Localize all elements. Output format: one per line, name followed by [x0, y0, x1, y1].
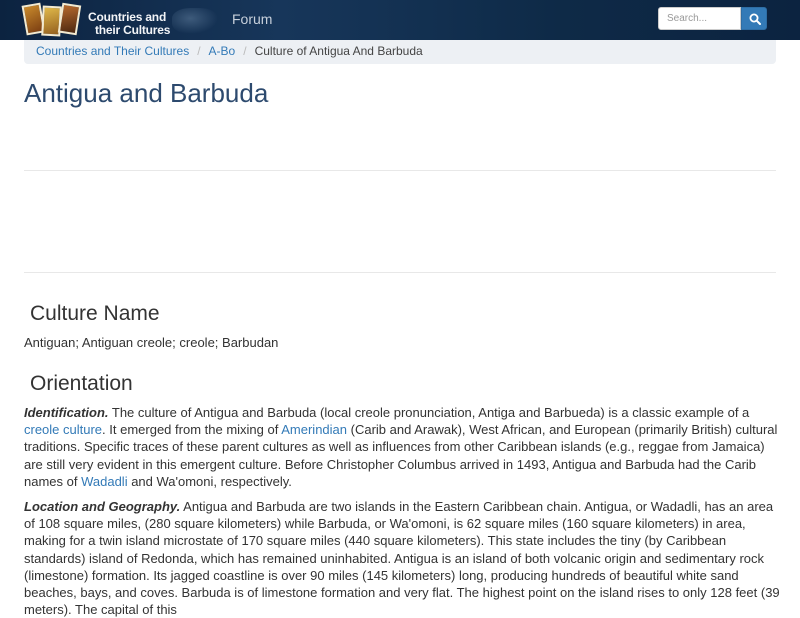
logo-text-line2: their Cultures	[95, 23, 171, 37]
logo-text-line1: Countries and	[88, 10, 167, 24]
paragraph-location-geography	[24, 498, 780, 618]
culture-name-text: Antiguan; Antiguan creole; creole; Barbudan	[24, 335, 279, 350]
link-creole-culture[interactable]: creole culture	[24, 422, 103, 438]
identification-text: . It emerged from the mixing of	[102, 422, 282, 438]
identification-text: (Carib and Arawak), West African, and European (primarily British) cultural traditions. Specific traces of these parent cultures as well as influences from other Caribbean islands (e.g., reggae from Jamaica) are still very evident in this emergent culture. Before Christopher Columbus arrived in 1493, Antigua and Barbuda had the Carib names of	[24, 422, 778, 489]
logo-picture-3	[58, 3, 81, 36]
identification-label: Identification.	[24, 405, 109, 420]
search-button[interactable]	[741, 7, 767, 30]
location-text: Antigua and Barbuda are two islands in the Eastern Caribbean chain. Antigua, or Wadadli, has an area of 108 square miles, (280 square kilometers) while Barbuda, or Wa'omoni, is 62 square miles (160 square kilometers) in area, making for a twin island microstate of 170 square miles (440 square kilometers). This state includes the tiny (by Caribbean standards) island of Redonda, which has remained uninhabited. Antigua is an island of both volcanic origin and sedimentary rock (limestone) formation. Its jagged coastline is over 90 miles (145 kilometers) long, producing hundreds of beautiful white sand beaches, bays, and coves. Barbuda is of limestone formation and very flat. The highest point on the island rises to only 128 feet (39 meters). The capital of this	[24, 499, 780, 618]
breadcrumb	[24, 40, 776, 64]
breadcrumb-section[interactable]: A-Bo	[208, 44, 236, 58]
breadcrumb-home[interactable]: Countries and Their Cultures	[36, 44, 190, 58]
site-logo[interactable]	[22, 2, 218, 40]
paragraph-identification	[24, 404, 780, 490]
breadcrumb-current: Culture of Antigua And Barbuda	[254, 44, 423, 58]
divider	[24, 170, 776, 171]
identification-text: and Wa'omoni, respectively.	[127, 473, 292, 489]
breadcrumb-separator: /	[243, 44, 247, 58]
divider	[24, 272, 776, 273]
top-navbar	[0, 0, 800, 40]
location-label: Location and Geography.	[24, 499, 181, 514]
search-icon	[749, 13, 761, 25]
search-input[interactable]	[658, 7, 741, 30]
breadcrumb-separator: /	[197, 44, 201, 58]
nav-forum-link[interactable]: Forum	[232, 11, 273, 27]
page-title: Antigua and Barbuda	[24, 78, 269, 108]
section-heading-culture-name: Culture Name	[30, 302, 160, 325]
link-wadadli[interactable]: Wadadli	[81, 473, 128, 489]
logo-map-graphic	[172, 8, 218, 34]
identification-text: The culture of Antigua and Barbuda (local creole pronunciation, Antiga and Barbueda) is a classic example of a	[108, 405, 750, 420]
section-heading-orientation: Orientation	[30, 372, 133, 395]
link-amerindian[interactable]: Amerindian	[281, 422, 348, 438]
